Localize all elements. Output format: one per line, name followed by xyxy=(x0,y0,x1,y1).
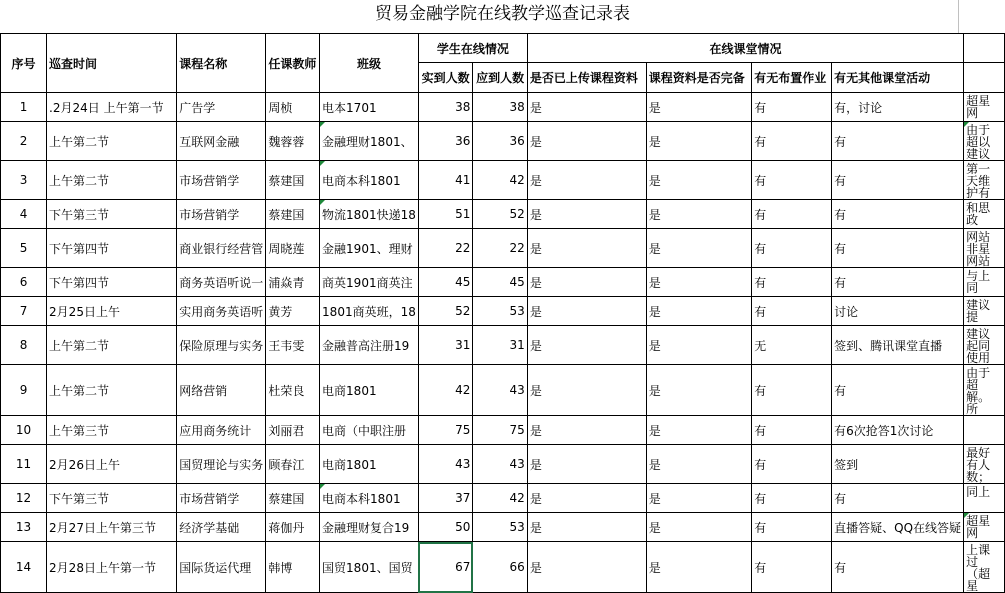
table-row xyxy=(1,297,1005,326)
homework-cell[interactable]: 有 xyxy=(752,268,832,297)
teacher-cell[interactable]: 刘丽君 xyxy=(266,416,320,445)
table-row xyxy=(1,200,1005,229)
note-cell[interactable]: 建议起同使用 xyxy=(964,326,1005,365)
complete-cell[interactable]: 是 xyxy=(646,122,751,161)
seq-cell[interactable]: 14 xyxy=(1,542,47,593)
expected-count-cell[interactable]: 43 xyxy=(473,445,527,484)
time-cell[interactable]: 2月28日上午第一节 xyxy=(47,542,177,593)
expected-count-cell[interactable]: 42 xyxy=(473,161,527,200)
complete-cell[interactable]: 是 xyxy=(646,229,751,268)
activity-cell[interactable]: 签到、腾讯课堂直播 xyxy=(832,326,964,365)
complete-cell[interactable]: 是 xyxy=(646,513,751,542)
time-cell[interactable]: 上午第二节 xyxy=(47,365,177,416)
homework-cell[interactable]: 有 xyxy=(752,542,832,593)
class-cell[interactable]: 国贸1801、国贸 xyxy=(320,542,419,593)
actual-count-cell[interactable]: 22 xyxy=(418,229,472,268)
note-cell[interactable]: 和思政 xyxy=(964,200,1005,229)
class-cell[interactable]: 金融1901、理财 xyxy=(320,229,419,268)
complete-cell[interactable]: 是 xyxy=(646,93,751,122)
table-row xyxy=(1,161,1005,200)
class-cell[interactable]: 电商1801 xyxy=(320,365,419,416)
table-row xyxy=(1,229,1005,268)
teacher-cell[interactable]: 顾春江 xyxy=(266,445,320,484)
time-cell[interactable]: .2月24日 上午第一节 xyxy=(47,93,177,122)
time-cell[interactable]: 上午第二节 xyxy=(47,122,177,161)
expected-count-cell[interactable]: 53 xyxy=(473,297,527,326)
time-cell[interactable]: 下午第四节 xyxy=(47,229,177,268)
uploaded-cell[interactable]: 是 xyxy=(527,268,646,297)
time-cell[interactable]: 下午第三节 xyxy=(47,484,177,513)
teacher-cell[interactable]: 蒋伽丹 xyxy=(266,513,320,542)
header-uploaded[interactable]: 是否已上传课程资料 xyxy=(527,63,646,93)
seq-cell[interactable]: 13 xyxy=(1,513,47,542)
note-cell[interactable]: 最好有人数； xyxy=(964,445,1005,484)
uploaded-cell[interactable]: 是 xyxy=(527,297,646,326)
teacher-cell[interactable]: 蔡建国 xyxy=(266,484,320,513)
seq-cell[interactable]: 4 xyxy=(1,200,47,229)
expected-count-cell[interactable]: 66 xyxy=(473,542,527,593)
table-row xyxy=(1,365,1005,416)
course-cell[interactable]: 市场营销学 xyxy=(177,484,266,513)
actual-count-cell[interactable]: 37 xyxy=(418,484,472,513)
expected-count-cell[interactable]: 75 xyxy=(473,416,527,445)
complete-cell[interactable]: 是 xyxy=(646,365,751,416)
sheet-title: 贸易金融学院在线教学巡查记录表 xyxy=(0,0,1005,33)
uploaded-cell[interactable]: 是 xyxy=(527,484,646,513)
note-cell[interactable]: 由于超解。所 xyxy=(964,365,1005,416)
header-extra-top[interactable] xyxy=(964,34,1005,63)
seq-cell[interactable]: 8 xyxy=(1,326,47,365)
header-expected[interactable]: 应到人数 xyxy=(473,63,527,93)
actual-count-cell[interactable]: 41 xyxy=(418,161,472,200)
homework-cell[interactable]: 有 xyxy=(752,445,832,484)
note-cell[interactable]: 超星网 xyxy=(964,513,1005,542)
course-cell[interactable]: 市场营销学 xyxy=(177,200,266,229)
note-cell[interactable] xyxy=(964,416,1005,445)
teacher-cell[interactable]: 周晓莲 xyxy=(266,229,320,268)
class-cell[interactable]: 金融普高注册19 xyxy=(320,326,419,365)
table-row xyxy=(1,93,1005,122)
complete-cell[interactable]: 是 xyxy=(646,542,751,593)
expected-count-cell[interactable]: 43 xyxy=(473,365,527,416)
header-time[interactable]: 巡查时间 xyxy=(47,34,177,93)
table-row xyxy=(1,326,1005,365)
seq-cell[interactable]: 3 xyxy=(1,161,47,200)
header-actual[interactable]: 实到人数 xyxy=(418,63,472,93)
seq-cell[interactable]: 7 xyxy=(1,297,47,326)
homework-cell[interactable]: 有 xyxy=(752,200,832,229)
seq-cell[interactable]: 10 xyxy=(1,416,47,445)
table-row xyxy=(1,416,1005,445)
uploaded-cell[interactable]: 是 xyxy=(527,122,646,161)
teacher-cell[interactable]: 浦焱青 xyxy=(266,268,320,297)
header-teacher[interactable]: 任课教师 xyxy=(266,34,320,93)
note-cell[interactable]: 第一天维护有 xyxy=(964,161,1005,200)
teacher-cell[interactable]: 黄芳 xyxy=(266,297,320,326)
uploaded-cell[interactable]: 是 xyxy=(527,229,646,268)
header-complete[interactable]: 课程资料是否完备 xyxy=(646,63,751,93)
homework-cell[interactable]: 有 xyxy=(752,229,832,268)
activity-cell[interactable]: 直播答疑、QQ在线答疑 xyxy=(832,513,964,542)
table-row xyxy=(1,513,1005,542)
complete-cell[interactable]: 是 xyxy=(646,200,751,229)
course-cell[interactable]: 经济学基础 xyxy=(177,513,266,542)
table-row xyxy=(1,268,1005,297)
activity-cell[interactable]: 有 xyxy=(832,200,964,229)
table-row xyxy=(1,542,1005,593)
actual-count-cell[interactable]: 43 xyxy=(418,445,472,484)
actual-count-cell[interactable]: 52 xyxy=(418,297,472,326)
class-cell[interactable]: 电本1701 xyxy=(320,93,419,122)
complete-cell[interactable]: 是 xyxy=(646,484,751,513)
course-cell[interactable]: 国贸理论与实务 xyxy=(177,445,266,484)
note-cell[interactable]: 同上 xyxy=(964,484,1005,513)
uploaded-cell[interactable]: 是 xyxy=(527,542,646,593)
homework-cell[interactable]: 有 xyxy=(752,122,832,161)
header-extra-sub[interactable] xyxy=(964,63,1005,93)
activity-cell[interactable]: 有 xyxy=(832,229,964,268)
activity-cell[interactable]: 签到 xyxy=(832,445,964,484)
teacher-cell[interactable]: 蔡建国 xyxy=(266,200,320,229)
seq-cell[interactable]: 9 xyxy=(1,365,47,416)
course-cell[interactable]: 市场营销学 xyxy=(177,161,266,200)
homework-cell[interactable]: 有 xyxy=(752,513,832,542)
time-cell[interactable]: 下午第三节 xyxy=(47,200,177,229)
seq-cell[interactable]: 12 xyxy=(1,484,47,513)
uploaded-cell[interactable]: 是 xyxy=(527,445,646,484)
time-cell[interactable]: 上午第二节 xyxy=(47,326,177,365)
activity-cell[interactable]: 讨论 xyxy=(832,297,964,326)
uploaded-cell[interactable]: 是 xyxy=(527,365,646,416)
class-cell[interactable]: 商英1901商英注 xyxy=(320,268,419,297)
class-cell[interactable]: 电商（中职注册 xyxy=(320,416,419,445)
uploaded-cell[interactable]: 是 xyxy=(527,326,646,365)
actual-count-cell[interactable]: 36 xyxy=(418,122,472,161)
teacher-cell[interactable]: 王韦雯 xyxy=(266,326,320,365)
class-cell[interactable]: 电商本科1801 xyxy=(320,161,419,200)
expected-count-cell[interactable]: 31 xyxy=(473,326,527,365)
expected-count-cell[interactable]: 53 xyxy=(473,513,527,542)
seq-cell[interactable]: 6 xyxy=(1,268,47,297)
uploaded-cell[interactable]: 是 xyxy=(527,200,646,229)
time-cell[interactable]: 上午第三节 xyxy=(47,416,177,445)
uploaded-cell[interactable]: 是 xyxy=(527,513,646,542)
note-cell[interactable]: 由于超以建议 xyxy=(964,122,1005,161)
homework-cell[interactable]: 有 xyxy=(752,484,832,513)
actual-count-cell[interactable]: 75 xyxy=(418,416,472,445)
teacher-cell[interactable]: 韩博 xyxy=(266,542,320,593)
complete-cell[interactable]: 是 xyxy=(646,445,751,484)
note-cell[interactable]: 上课过（超星 xyxy=(964,542,1005,593)
actual-count-cell[interactable]: 67 xyxy=(418,542,472,593)
expected-count-cell[interactable]: 38 xyxy=(473,93,527,122)
uploaded-cell[interactable]: 是 xyxy=(527,93,646,122)
seq-cell[interactable]: 11 xyxy=(1,445,47,484)
actual-count-cell[interactable]: 42 xyxy=(418,365,472,416)
activity-cell[interactable]: 有 xyxy=(832,484,964,513)
class-cell[interactable]: 电商本科1801 xyxy=(320,484,419,513)
activity-cell[interactable]: 有 xyxy=(832,161,964,200)
note-cell[interactable]: 建议提 xyxy=(964,297,1005,326)
course-cell[interactable]: 国际货运代理 xyxy=(177,542,266,593)
homework-cell[interactable]: 有 xyxy=(752,93,832,122)
table-row xyxy=(1,484,1005,513)
uploaded-cell[interactable]: 是 xyxy=(527,161,646,200)
activity-cell[interactable]: 有，讨论 xyxy=(832,93,964,122)
header-other[interactable]: 有无其他课堂活动 xyxy=(832,63,964,93)
course-cell[interactable]: 商务英语听说一 xyxy=(177,268,266,297)
header-course[interactable]: 课程名称 xyxy=(177,34,266,93)
time-cell[interactable]: 2月27日上午第三节 xyxy=(47,513,177,542)
note-cell[interactable]: 超星网 xyxy=(964,93,1005,122)
course-cell[interactable]: 应用商务统计 xyxy=(177,416,266,445)
inspection-table xyxy=(0,33,1005,593)
homework-cell[interactable]: 无 xyxy=(752,326,832,365)
actual-count-cell[interactable]: 31 xyxy=(418,326,472,365)
course-cell[interactable]: 商业银行经营管 xyxy=(177,229,266,268)
homework-cell[interactable]: 有 xyxy=(752,161,832,200)
seq-cell[interactable]: 2 xyxy=(1,122,47,161)
homework-cell[interactable]: 有 xyxy=(752,297,832,326)
header-online-group[interactable]: 在线课堂情况 xyxy=(527,34,963,63)
activity-cell[interactable]: 有 xyxy=(832,542,964,593)
course-cell[interactable]: 广告学 xyxy=(177,93,266,122)
class-cell[interactable]: 物流1801快递18 xyxy=(320,200,419,229)
course-cell[interactable]: 网络营销 xyxy=(177,365,266,416)
complete-cell[interactable]: 是 xyxy=(646,297,751,326)
header-student-group[interactable]: 学生在线情况 xyxy=(418,34,527,63)
time-cell[interactable]: 上午第二节 xyxy=(47,161,177,200)
note-cell[interactable]: 网站非星网站 xyxy=(964,229,1005,268)
teacher-cell[interactable]: 蔡建国 xyxy=(266,161,320,200)
homework-cell[interactable]: 有 xyxy=(752,365,832,416)
header-class[interactable]: 班级 xyxy=(320,34,419,93)
actual-count-cell[interactable]: 38 xyxy=(418,93,472,122)
seq-cell[interactable]: 1 xyxy=(1,93,47,122)
table-row xyxy=(1,445,1005,484)
uploaded-cell[interactable]: 是 xyxy=(527,416,646,445)
table-row xyxy=(1,122,1005,161)
actual-count-cell[interactable]: 50 xyxy=(418,513,472,542)
activity-cell[interactable]: 有 xyxy=(832,122,964,161)
note-cell[interactable]: 与上同 xyxy=(964,268,1005,297)
expected-count-cell[interactable]: 52 xyxy=(473,200,527,229)
expected-count-cell[interactable]: 22 xyxy=(473,229,527,268)
header-seq[interactable]: 序号 xyxy=(1,34,47,93)
expected-count-cell[interactable]: 36 xyxy=(473,122,527,161)
course-cell[interactable]: 实用商务英语听 xyxy=(177,297,266,326)
seq-cell[interactable]: 5 xyxy=(1,229,47,268)
actual-count-cell[interactable]: 51 xyxy=(418,200,472,229)
header-homework[interactable]: 有无布置作业 xyxy=(752,63,832,93)
course-cell[interactable]: 互联网金融 xyxy=(177,122,266,161)
complete-cell[interactable]: 是 xyxy=(646,161,751,200)
activity-cell[interactable]: 有 xyxy=(832,268,964,297)
homework-cell[interactable]: 有 xyxy=(752,416,832,445)
complete-cell[interactable]: 是 xyxy=(646,268,751,297)
time-cell[interactable]: 2月26日上午 xyxy=(47,445,177,484)
teacher-cell[interactable]: 魏蓉蓉 xyxy=(266,122,320,161)
course-cell[interactable]: 保险原理与实务 xyxy=(177,326,266,365)
class-cell[interactable]: 金融理财复合19 xyxy=(320,513,419,542)
time-cell[interactable]: 2月25日上午 xyxy=(47,297,177,326)
class-cell[interactable]: 电商1801 xyxy=(320,445,419,484)
actual-count-cell[interactable]: 45 xyxy=(418,268,472,297)
title-right-cell[interactable] xyxy=(958,0,1005,33)
class-cell[interactable]: 金融理财1801、 xyxy=(320,122,419,161)
complete-cell[interactable]: 是 xyxy=(646,416,751,445)
activity-cell[interactable]: 有6次抢答1次讨论 xyxy=(832,416,964,445)
teacher-cell[interactable]: 周桢 xyxy=(266,93,320,122)
activity-cell[interactable]: 有 xyxy=(832,365,964,416)
teacher-cell[interactable]: 杜荣良 xyxy=(266,365,320,416)
expected-count-cell[interactable]: 45 xyxy=(473,268,527,297)
complete-cell[interactable]: 是 xyxy=(646,326,751,365)
time-cell[interactable]: 下午第四节 xyxy=(47,268,177,297)
expected-count-cell[interactable]: 42 xyxy=(473,484,527,513)
class-cell[interactable]: 1801商英班，18 xyxy=(320,297,419,326)
